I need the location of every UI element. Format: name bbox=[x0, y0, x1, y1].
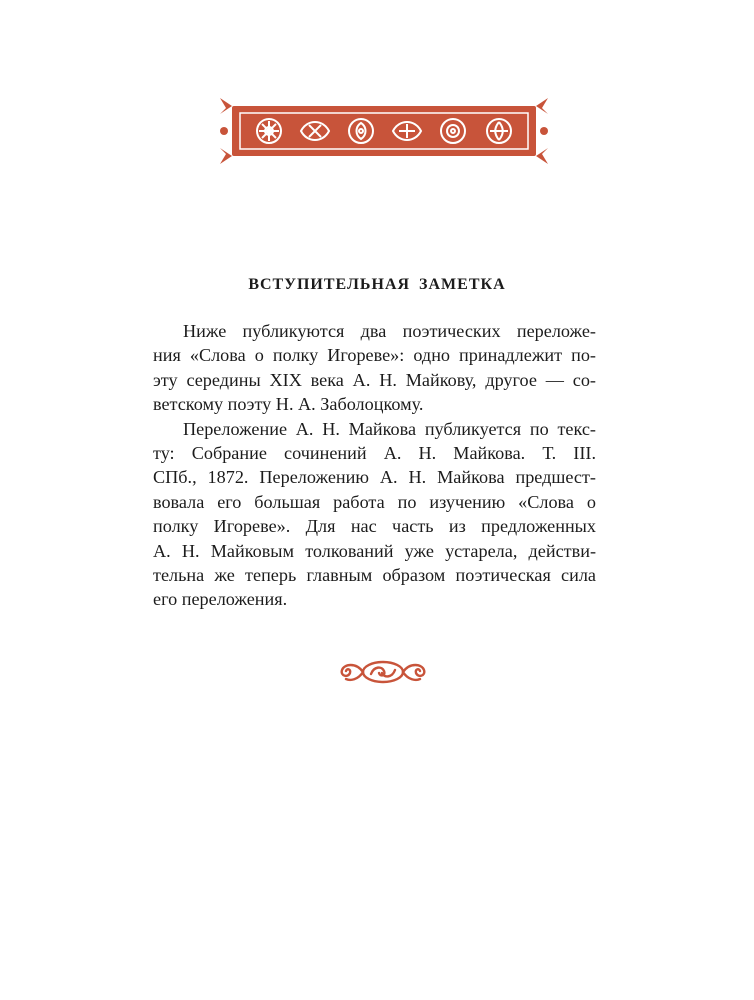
text-line: Переложение А. Н. Майкова публикуется по текс- bbox=[183, 418, 596, 439]
text-line: вовала его большая работа по изучению «Слова о bbox=[153, 491, 596, 512]
text-line: его переложения. bbox=[153, 589, 288, 610]
paragraph-2 bbox=[153, 417, 596, 612]
text-line: Ниже публикуются два поэтических переложе- bbox=[183, 321, 596, 341]
text-line: тельна же теперь главным образом поэтическая сила bbox=[153, 565, 596, 586]
text-line: ветскому поэту Н. А. Заболоцкому. bbox=[153, 394, 424, 415]
text-line: эту середины XIX века А. Н. Майкову, другое — со- bbox=[153, 369, 596, 390]
body-text bbox=[153, 319, 596, 612]
text-line: СПб., 1872. Переложению А. Н. Майкова предшест- bbox=[153, 467, 596, 488]
headpiece-ornament-icon bbox=[218, 96, 550, 166]
tailpiece-scroll-ornament-icon bbox=[338, 656, 428, 688]
text-line: ния «Слова о полку Игореве»: одно принадлежит по- bbox=[153, 345, 596, 366]
text-line: ту: Собрание сочинений А. Н. Майкова. Т. III. bbox=[153, 443, 596, 464]
paragraph-1 bbox=[153, 319, 596, 417]
page-title: ВСТУПИТЕЛЬНАЯ ЗАМЕТКА bbox=[248, 276, 506, 293]
text-line: полку Игореве». Для нас часть из предложенных bbox=[153, 516, 596, 537]
text-line: А. Н. Майковым толкований уже устарела, действи- bbox=[153, 540, 596, 561]
